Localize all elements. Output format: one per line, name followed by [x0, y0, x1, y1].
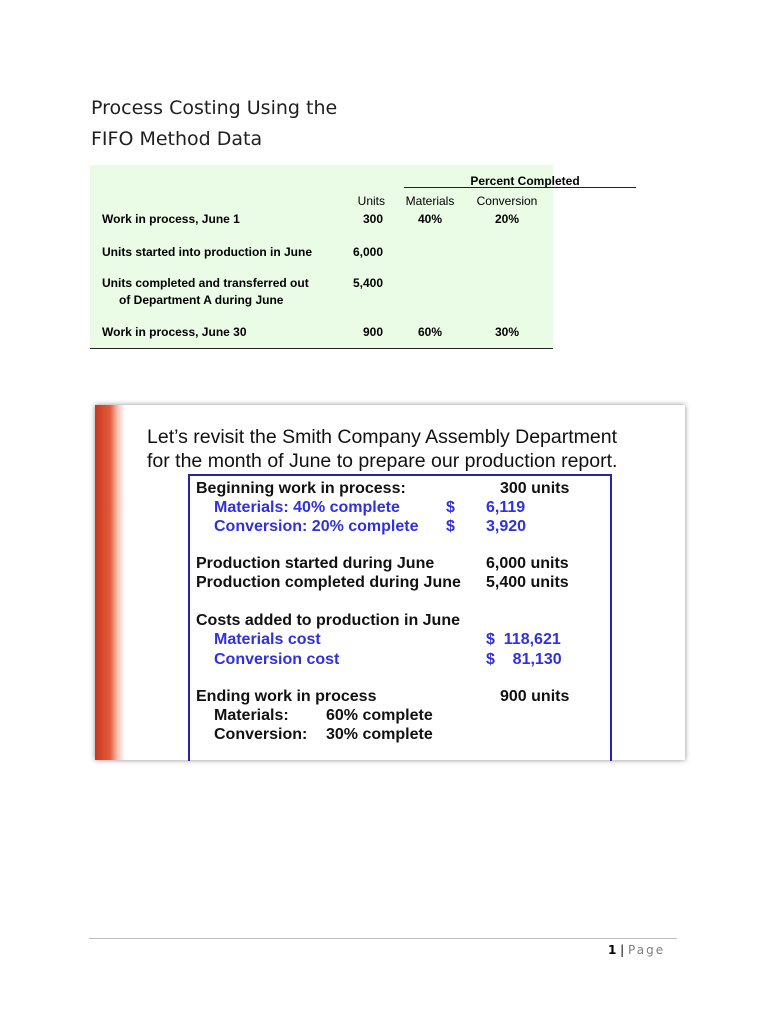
- page-word: Page: [628, 943, 666, 957]
- costs-added-label: Costs added to production in June: [196, 612, 460, 629]
- ending-materials-label: Materials:: [214, 707, 289, 724]
- table-row-label: Units started into production in June: [102, 245, 312, 259]
- slide-title: [147, 425, 617, 473]
- ending-wip-units: 900 units: [500, 688, 570, 705]
- percent-completed-rule: [404, 187, 636, 188]
- ending-materials-value: 60% complete: [326, 707, 433, 724]
- footer-divider: [89, 938, 677, 939]
- conversion-cost-label: Conversion cost: [214, 651, 340, 668]
- ending-conversion-value: 30% complete: [326, 726, 433, 743]
- slide-title-line-2: for the month of June to prepare our production report.: [147, 450, 618, 472]
- slide-accent-bar: [95, 405, 125, 760]
- beginning-materials-dollar: $: [446, 499, 455, 516]
- materials-cost-value: $ 118,621: [486, 631, 561, 648]
- production-started-units: 6,000 units: [486, 555, 569, 572]
- slide-data-box: [188, 474, 612, 761]
- beginning-materials-value: 6,119: [486, 499, 526, 516]
- document-title-line-1: Process Costing Using the: [91, 97, 338, 119]
- materials-cost-label: Materials cost: [214, 631, 321, 648]
- slide-title-line-1: Let’s revisit the Smith Company Assembly Department: [147, 426, 617, 448]
- beginning-conversion-dollar: $: [446, 518, 455, 535]
- table-cell-materials: 40%: [417, 212, 443, 226]
- page-separator: |: [616, 943, 629, 957]
- table-row-label: Work in process, June 30: [102, 325, 247, 339]
- production-started-label: Production started during June: [196, 555, 435, 572]
- page-footer: [608, 943, 665, 957]
- table-cell-units: 5,400: [352, 276, 383, 290]
- ending-conversion-label: Conversion:: [214, 726, 308, 743]
- table-cell-conversion: 20%: [494, 212, 520, 226]
- table-row-label-continued: of Department A during June: [119, 293, 284, 307]
- beginning-wip-label: Beginning work in process:: [196, 480, 406, 497]
- beginning-conversion-label: Conversion: 20% complete: [214, 518, 419, 535]
- percent-completed-header: Percent Completed: [470, 174, 580, 188]
- table-cell-materials: 60%: [417, 325, 443, 339]
- table-cell-units: 900: [362, 325, 383, 339]
- table-cell-conversion: 30%: [494, 325, 520, 339]
- document-title: [91, 93, 337, 155]
- fifo-data-table: [90, 165, 580, 349]
- production-completed-units: 5,400 units: [486, 574, 569, 591]
- document-title-line-2: FIFO Method Data: [91, 128, 263, 150]
- production-completed-label: Production completed during June: [196, 574, 461, 591]
- table-row-label: Units completed and transferred out: [102, 276, 309, 290]
- conversion-cost-value: $ 81,130: [486, 651, 562, 668]
- table-cell-units: 300: [362, 212, 383, 226]
- page-number: 1: [608, 943, 617, 957]
- table-cell-units: 6,000: [352, 245, 383, 259]
- beginning-wip-units: 300 units: [500, 480, 570, 497]
- materials-column-header: Materials: [405, 194, 455, 208]
- slide-image: [95, 405, 685, 760]
- ending-wip-label: Ending work in process: [196, 688, 377, 705]
- units-column-header: Units: [357, 194, 385, 208]
- beginning-conversion-value: 3,920: [486, 518, 527, 535]
- conversion-column-header: Conversion: [476, 194, 538, 208]
- table-row-label: Work in process, June 1: [102, 212, 240, 226]
- beginning-materials-label: Materials: 40% complete: [214, 499, 400, 516]
